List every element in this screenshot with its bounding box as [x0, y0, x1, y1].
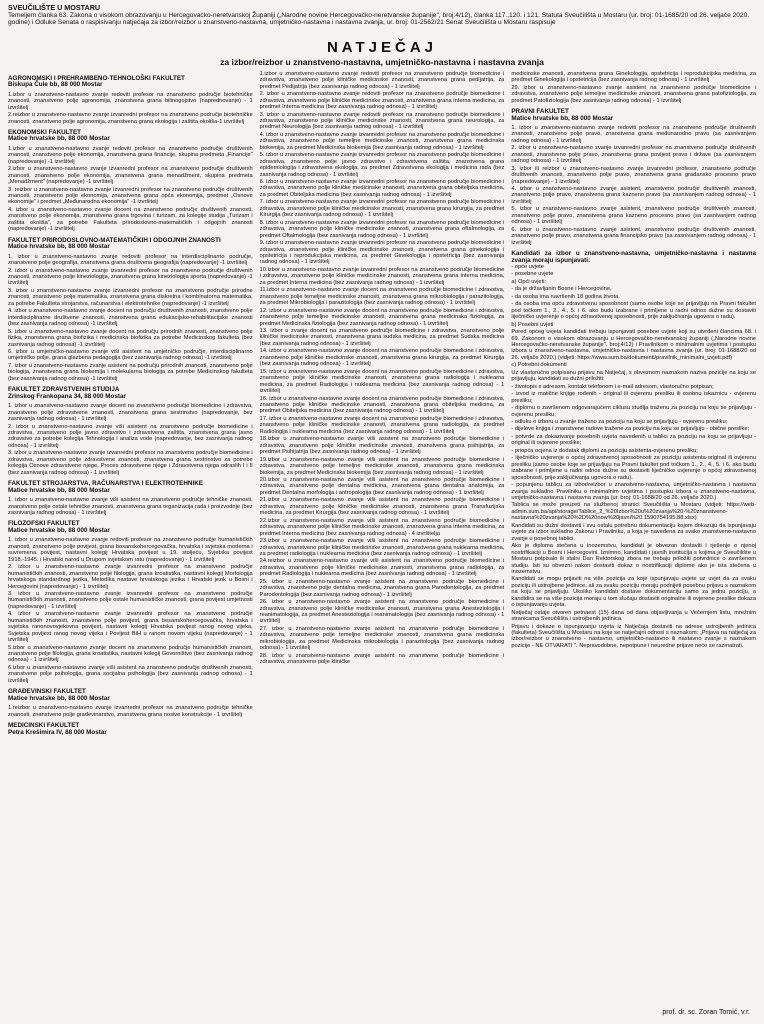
section-title: FAKULTET STROJARSTVA, RAČUNARSTVA I ELEKTROTEHNIKE — [8, 480, 203, 488]
list-item: - priopća ocjena iz dodatak diplomi za poziciju asistenta-ovjerenu presliku; — [511, 447, 698, 454]
list-item: 2.reizbor u znanstveno-nastavno zvanje izvanredni profesor na znanstveno područje biotehničke znanosti, znanstveno polje agronomija, znanstvena grana ekologija i zaštita okoliša-1 izvršitelj — [8, 112, 253, 125]
list-item: - posebne uvjete — [511, 271, 554, 278]
list-item: 25. izbor u znanstveno-nastavno zvanje asistent na znanstveno područje biomedicine i zdravstva, znanstveno polje dentalna medicina, znanstvena grana Parodontologija, za predmet Parodontologija (bez zasnivanja radnog odnosa) - 1 izvršitelj — [259, 578, 505, 598]
list-item: 3. izbor u znanstveno-nastavno zvanje redoviti profesor na znanstveno područje biomedicine i zdravstva, znanstveno polje kliničke medicinske znanosti, znanstvena grana neurologija, za predmet Neurologija (bez zasnivanja radnog odnosa) - 1 izvršitelj — [259, 111, 505, 131]
list-item: 23.izbor u znanstveno-nastavno zvanje viši asistent na znanstveno područje biomedicine i zdravstva, znanstveno polje kliničke medicinske znanosti, znanstvena grana nuklearna medicina, za predmet radiologija i nuklearna medicina (bez zasnivanja radnog odnosa) - 1 izvršitelj — [259, 538, 505, 557]
list-item: Uz vlastoručno potpisanu prijavu na Natječaj, s obveznom naznakom naziva pozicije na koju se prijavljuju, kandidati su dužni priložiti: — [511, 369, 756, 383]
list-item: 2. izbor u znanstveno-nastavno zvanje redoviti profesor na znanstveno područje biomedicine i zdravstva, znanstveno polje kliničke medicinske znanosti, znanstvena grana interna medicina, za predmet Interna medicina (bez zasnivanja radnog odnosa) - 1 izvršitelj — [259, 91, 505, 111]
list-item: 4. izbor u znanstveno-nastavno zvanje izvanredni profesor na znanstveno područje biomedicine i zdravstva, znanstveno polje temeljne medicinske znanosti, znanstvena grana medicinska biokemija, za predmet Medicinska biokemija (bez zasnivanja radnog odnosa) - 1 izvršitelj — [259, 131, 505, 151]
section-address: Zrinskog Frankopana 34, 88 000 Mostar — [8, 392, 126, 400]
list-item: - da je državljanin Bosne i Hercegovine, — [511, 286, 612, 293]
section-title: FAKULTET ZDRAVSTVENIH STUDIJA — [8, 386, 120, 394]
list-item: 5. izbor u znanstveno-nastavno zvanje asistent, znanstveno područje društvenih znanosti, znanstveno polje pravo, znanstvena grana kazneno procesno pravo (sa zasnivanjem radnog odnosa) - 1 izvršitelj — [511, 206, 756, 226]
organization-name: SVEUČILIŠTE U MOSTARU — [8, 3, 101, 12]
list-item: 14. izbor u znanstveno-nastavno zvanje docent na znanstveno područje biomedicine i zdravstva, znanstveno polje kliničke medicinske znanosti, znanstvena grana kirurgija, za predmet Kirurgija (bez zasnivanja radnog odnosa) - 1 izvršitelj — [259, 348, 505, 368]
list-item: Kandidati se mogu prijaviti na više pozicija za koje ispunjavaju uvjete uz uvjet da za svaku poziciju ili ustrojbene jedinice, ali za svaku poziciju moraju podnijeti posebnu prijavu s naznakom na koju se prijavljuju. Ukoliko kandidati dostave dokumentaciju samo za jednu poziciju, a kandidira se na više pozicija moraju u tom slučaju dostaviti originalne ili ovjerene preslike dokaza o ispunjavanju uvjeta. — [511, 576, 756, 609]
list-item: - popunjenu tablicu za izbor/reizbor u znanstveno-nastavna, umjetničko-nastavna i nastavna zvanja sukladno Pravilniku o minimalnim uvjetima i postupku izbora u znanstveno-nastavna, umjetničko-nastavna i nastavna zvanja (ur. broj: 01-1688/20 od 26. veljače 2020.) — [511, 482, 756, 501]
column-1 — [8, 71, 253, 991]
list-item: - diplomu o završenom odgovarajućem ciklusu studija traženu za poziciju na koju se prijavljuju - ovjerenu presliku; — [511, 405, 756, 418]
list-item: 6. izbor u znanstveno-nastavno zvanje asistent, znanstveno područje društvenih znanosti, znanstveno polje pravo, znanstvena grana financijsko pravo (sa zasnivanjem radnog odnosa) - 1 izvršitelj — [511, 226, 756, 246]
list-item: Prijavu i dokaze o ispunjavanju uvjeta iz Natječaja dostaviti na adrese ustrojbenih jedinica (fakulteta) Sveučilišta u Mostaru na koje se natječajni odnosi s naznakom: „Prijava na natječaj za izbor/reizbor u znanstveno - nastavno, umjetničko-nastavno ili nastavno zvanje s naznakom pozicije - NE OTVARATI ". Nepravodobne, nepotpune i neuredne prijave neće se razmatrati. — [511, 623, 756, 649]
list-item: 3. izbor ili reizbor u znanstveno-nastavno zvanje izvanredni profesor, znanstveno područje društvenih znanosti, znanstveno polje pravo, znanstvena grana građansko procesno pravo (napredovanje) - 1 izvršitelj — [511, 165, 756, 185]
list-item: 19.izbor u znanstveno-nastavno zvanje viši asistent na znanstveno područje biomedicine i zdravstva, znanstveno polje temeljne medicinske znanosti, znanstvena grana medicinska biokemija, za predmet Medicinska biokemija (bez zasnivanja radnog odnosa) - 1 izvršitelj — [259, 456, 505, 476]
list-item: 21.izbor u znanstveno-nastavno zvanje viši asistent na znanstveno područje biomedicine i zdravstva, znanstveno polje kliničke medicinske znanosti, znanstvena grana Transfuzijska medicina, za predmet Kirurgija (bez zasnivanja radnog odnosa) - 1 izvršitelj — [259, 497, 505, 517]
list-item: 5. izbor u znanstveno-nastavno zvanje izvanredni profesor na znanstveno područje biomedicine i zdravstva, znanstveno polje javno zdravstvo i zdravstvena zaštita, znanstvena grana epidemiologija i zdravstvena ekologija, za predmet Zdravstvena ekologija i medicina rada (bez zasnivanja radnog odnosa) - 1 izvršitelj — [259, 152, 505, 178]
section-title: GRAĐEVINSKI FAKULTET — [8, 688, 86, 696]
columns — [8, 71, 756, 991]
list-item: - odluku o izboru u zvanje traženo za poziciju na koju se prijavljuju - ovjerenu presliku; — [511, 418, 728, 425]
list-item: 20.izbor u znanstveno-nastavno zvanje viši asistent na znanstveno područje biomedicine i zdravstva, znanstveno polje dentalna medicina, znanstvena grana dentalna anatomija, za predmet Dentalna morfologija i antropologija (bez zasnivanja radnog odnosa) - 1 izvršitelj — [259, 476, 505, 496]
section-address: Biskupa Čule bb, 88 000 Mostar — [8, 81, 103, 89]
list-item: 15. izbor u znanstveno-nastavno zvanje docent na znanstveno područje biomedicine i zdravstva, znanstveno polje kliničke medicinske znanosti, znanstvena grana radiologija i nuklearna medicina, za predmet Radiologija i nuklearna medicina (bez zasnivanja radnog odnosa) - 1 izvršitelj — [259, 368, 505, 395]
page-title: NATJEČAJ — [326, 38, 438, 56]
list-item: 6. izbor u umjetničko-nastavno zvanje viši asistent na umjetničko područje, interdisciplinarno umjetničko polje, grana glazbena pedagogija (bez zasnivanja radnog odnosa) -1 izvršitelj — [8, 349, 253, 362]
section-title: EKONOMSKI FAKULTET — [8, 128, 81, 136]
section-title: AGRONOMSKI I PREHRAMBENO-TEHNOLOŠKI FAKULTET — [8, 74, 185, 82]
list-item: - liječničko uvjerenje o općoj zdravstvenoj sposobnosti za poziciju asistenta-original ili ovjerenu presliku (samo osobe koje se prijavljuju na Pravni fakultet pod točkom 1., 2., 4., 5. i 6. ako budu izabrane i primljene u radni odnos dužne su dostaviti liječničko uvjerenje o općoj zdravstvenoj sposobnosti, prije zaključivanja ugovora o radu). — [511, 455, 756, 481]
list-item: 6.izbor u znanstveno-nastavno zvanje viši asistent na znanstveno područje društvenih znanosti, znanstveno polje psihologija, grana socijalna psihologija (bez zasnivanja radnog odnosa) - 1 izvršitelj — [8, 664, 253, 684]
column-3 — [511, 71, 756, 991]
list-item: b) Posebni uvjeti — [511, 321, 554, 328]
list-item: Kandidati su dužni dostaviti i svu ostalu potrebnu dokumentaciju kojom dokazuju da ispunjavaju uvjete za izbor sukladno Zakonu i Pravilniku, a koja je navedena za svako znanstveno-nastavno zvanje u posebnoj tablici. — [511, 522, 756, 542]
list-item: 4. izbor u znanstveno-nastavno zvanje asistent, znanstveno područje društvenih znanosti, znanstveno polje pravo, znanstvena grana kazneno pravo (sa zasnivanjem radnog odnosa) - 1 izvršitelj — [511, 186, 756, 205]
list-item: 27. izbor u znanstveno-nastavno zvanje asistent na znanstveno područje biomedicine i zdravstva, znanstveno polje temeljne medicinske znanosti, znanstvena grana medicinska mikrobiologija, za predmet Medicinska mikrobiologija i parazitologija (bez zasnivanja radnog odnosa) - 1 izvršitelj — [259, 625, 505, 652]
list-item: 4. izbor u znanstveno-nastavno zvanje docent na znanstveno područje društvenih znanosti, znanstveno polje ekonomija, znanstvena grana trgovina i turizam, za kolegije studija „Turizam i zaštita okoliša", za potrebe Fakulteta prirodoslovno-matematičkih i odgojnih znanosti (napredovanje) -1 izvršitelj — [8, 206, 253, 233]
list-item: 3. izbor u znanstveno-nastavno zvanje izvanredni profesor na znanstveno područje biomedicine i zdravstva, znanstveno polje zdravstvene znanosti, znanstvena grana sestrinstvo za potrebe kolegija Osnove zdravstvene njege, Proces zdravstvene njege i Zdravstvena njega odraslih I i II (bez zasnivanja radnog odnosa) - 1 izvršitelj — [8, 450, 253, 476]
list-item: 1. izbor u znanstveno-nastavno zvanje redoviti profesor na znanstveno područje humanističkih znanosti, znanstveno polje povijest, grana bosanskohercegovačka, hrvatska i svjetska moderna i suvremena povijest, nastavni kolegij Hrvatska povijest u 19. stoljeću, Svjetska povijest 1918.-1945. i Hrvatski narod u Drugom svjetskom ratu (napredovanje) - 1 izvršitelj — [8, 537, 253, 563]
list-item: 7. izbor u znanstveno-nastavno zvanje asistent na području prirodnih znanosti, znanstveno polje biologija, znanstvena grana biokemija i molekularna biologija za potrebe Medicinskog fakulteta (bez zasnivanja radnog odnosa) -1 izvršitelj — [8, 362, 253, 382]
list-item: 3. izbor u znanstveno-nastavno zvanje izvanredni profesor na znanstveno područje prirodne znanosti, znanstveno polje matematika, znanstvena grana diskretna i kombinatorna matematika, za potrebe Fakulteta strojarstva, računarstva i elektrotehnike (napredovanje) -1 izvršitelj — [8, 287, 253, 307]
section-address: Matice hrvatske bb, 88 000 Mostar — [8, 694, 110, 702]
list-item: 17. izbor u znanstveno-nastavno zvanje docent na znanstveno područje biomedicine i zdravstva, znanstveno polje kliničke medicinske znanosti, znanstvena grana radiologija, za predmet Radiologija i nuklearna medicina (bez zasnivanja radnog odnosa) - 1 izvršitelj — [259, 415, 505, 435]
list-item: 28. izbor u znanstveno-nastavno zvanje asistent na znanstveno područje biomedicine i zdravstva, znanstveno polje kliničke — [259, 652, 505, 666]
list-item: 3. izbor u znanstveno-nastavno zvanje izvanredni profesor na znanstveno područje humanističkih znanosti, znanstveno polje ostale humanističke znanosti, grana povijest umjetnosti (napredovanje) - 1 izvršitelj — [8, 590, 253, 610]
section-address: Matice hrvatske bb, 88 000 Mostar — [8, 243, 110, 251]
list-item: 22.izbor u znanstveno-nastavno zvanje viši asistent na znanstveno područje biomedicine i zdravstva, znanstveno polje kliničke medicinske znanosti, znanstvena grana interna medicina, za predmet Interna medicina (bez zasnivanja radnog odnosa) - 4 izvršitelja — [259, 517, 505, 537]
section-title: MEDICINSKI FAKULTET — [8, 722, 80, 730]
list-item: 2. izbor u znanstveno-nastavno zvanje izvanredni profesor na znanstveno područje humanističkih znanosti, znanstveno polje filologija, grana kroatistika, nastavni kolegij Morfologija hrvatskoga standardnog jezika, Metodika nastave hrvatskoga jezika i Hrvatski jezik u Bosni i Hercegovini (napredovanje) - 1 izvršitelj — [8, 564, 253, 590]
list-item: 13. izbor u zvanje docent na znanstveno područje biomedicine i zdravstva, znanstveno polje kliničke medicinske znanosti, znanstvena grana sudska medicina, za predmet Sudska medicina (bez zasnivanja radnog odnosa) - 1 izvršitelj — [259, 328, 505, 347]
list-item: - životopis s adresom, kontakt telefonom i e-mail adresom, vlastoručno potpisan; — [511, 383, 714, 390]
header — [8, 4, 756, 27]
list-item: medicinske znanosti, znanstvena grana Ginekologija, opstetricija i reprodukcijska medicina, za predmet Ginekologija i opstetricija (bez zasnivanja radnog odnosa) - 1 izvršitelj — [511, 70, 756, 84]
list-item: 5.izbor u znanstveno-nastavno zvanje docent na znanstveno područje humanističkih znanosti, znanstveno polje filologija, grana kroatistika, nastavni kolegij Govorništvo (bez zasnivanja radnog odnosa) - 1 izvršitelj — [8, 644, 253, 664]
list-item: 1. izbor u znanstveno-nastavno zvanje redoviti profesor na interdisciplinarno područje, znanstveno polje geografija, znanstvena grana društvena geografija (napredovanje) -1 izvršitelj — [8, 253, 253, 267]
list-item: 10.izbor u znanstveno-nastavno zvanje izvanredni profesor na znanstveno područje biomedicine i zdravstva, znanstveno polje kliničke medicinske znanosti, znanstvena grana interna medicina, za predmet Interna medicina (bez zasnivanja radnog odnosa) - 1 izvršitelj — [259, 266, 505, 286]
list-item: 2. izbor u znanstveno-nastavno zvanje izvanredni profesor na znanstveno područje društvenih znanosti, znanstveno polje pravo, znanstvena grana povijest prava i države (sa zasnivanjem radnog odnosa) - 1 izvršitelj — [511, 145, 756, 165]
list-item: 5. izbor u znanstveno-nastavno zvanje docent na području prirodnih znanosti, znanstveno polje fizika, znanstvena grana biofizika i medicinska biofizika za potrebe Medicinskog fakulteta (bez zasnivanja radnog odnosa) -1 izvršitelj — [8, 328, 253, 348]
section-title: FILOZOFSKI FAKULTET — [8, 520, 80, 528]
list-item: 8. izbor u znanstveno-nastavno zvanje izvanredni profesor na znanstveno područje biomedicine i zdravstva, znanstveno polje kliničke medicinske znanosti, znanstvena grana oftalmologija, za predmet Oftalmologija (bez zasnivanja radnog odnosa) - 1 izvršitelj — [259, 219, 505, 239]
header-intro: Temeljem članka 63. Zakona o visokom obrazovanju u Hercegovačko-neretvanskoj Županiji („Narodne novine Hercegovačko-neretvanske županije", broj:4/12), članka 117.,120. i 121. Statuta Sveučilišta u Mostaru (ur. broj: 01-1685/20 od 26. veljače 2020. godine) i Odluke Senata o raspisivanju natječaja za izbor/reizbor u znanstveno-nastavna, umjetničko-nastavna i nastavna zvanja, ur. broj: 01-2562/21 Senat Sveučilišta u Mostaru raspisuje — [8, 11, 750, 27]
list-item: 3. reizbor u znanstveno-nastavno zvanje izvanredni profesor na znanstveno područje društvenih znanosti, znanstveno polje ekonomija, znanstvena grana opća ekonomija, predmet „Osnove ekonomije" i predmet „Međunarodna ekonomija" -1 izvršitelj — [8, 186, 253, 206]
list-item: 11.izbor u znanstveno-nastavno zvanje docent na znanstveno područje biomedicine i zdravstva, znanstveno polje temeljne medicinske znanosti, znanstvena grana mikrobiologija i parazitologija, za predmet Mikrobiologija i parazitologija (bez zasnivanja radnog odnosa) - 1 izvršitelj — [259, 287, 505, 307]
list-item: 1. izbor u znanstveno-nastavno zvanje docent na znanstveno područje biomedicine i zdravstva, znanstveno polje zdravstvene znanosti, znanstvena grana sestrinstvo (napredovanje, bez zasnivanja radnog odnosa) - 1 izvršitelj — [8, 403, 253, 423]
list-item: - potvrde za dokazivanje posebnih uvjeta navedenih u tablici za poziciju na koju se prijavljuju - original ili ovjerene preslike; — [511, 433, 756, 447]
list-item: 2. izbor u znanstveno-nastavno zvanje viši asistent na znanstveno područje biomedicine i zdravstva, znanstveno polje javno zdravstvo i zdravstvena zaštita, znanstvena grana javno zdravstvo za potrebe kolegija Tehnologija i analiza vode (napredovanje, bez zasnivanja radnog odnosa) - 1 izvršitelj — [8, 423, 253, 449]
list-item: 1. izbor u znanstveno-nastavno zvanje redoviti profesor na znanstveno područje društvenih znanosti, znanstveno polje pravo, znanstvena grana međunarodno pravo (sa zasnivanjem radnog odnosa) - 1 izvršitelj — [511, 124, 756, 144]
section-address: Matice hrvatske bb, 88 000 Mostar — [511, 114, 614, 122]
section-address: Matice hrvatske bb, 88 000 Mostar — [8, 526, 110, 534]
list-item: 4. izbor u znanstveno-nastavno zvanje docent na području društvenih znanosti, znanstveno polje interdisciplinarne društvene znanosti, znanstvena grana edukacijsko-rehabilitacijske znanosti (bez zasnivanja radnog odnosa) -1 izvršitelj — [8, 308, 253, 328]
list-item: 9. izbor u znanstveno-nastavno zvanje izvanredni profesor na znanstveno područje biomedicine i zdravstva, znanstveno polje kliničke medicinske znanosti, znanstvena grana ginekologija i opstetricija i reprodukcijska medicina, za predmet Ginekologija i opstetricija (bez zasnivanja radnog odnosa) - 1 izvršitelj — [259, 240, 505, 266]
list-item: 29. izbor u znanstveno-nastavno zvanje asistent na znanstveno područje biomedicine i zdravstva, znanstveno polje temeljne medicinske znanosti, znanstvena grana patofiziologija, za predmet Patofiziologija (bez zasnivanja radnog odnosa) - 1 izvršitelj — [511, 84, 756, 104]
list-item: a) Opći uvjeti: — [511, 278, 547, 285]
list-item: 18.izbor u znanstveno-nastavno zvanje viši asistent na znanstveno područje biomedicine i zdravstva, znanstveno polje kliničke medicinske znanosti, znanstvena grana psihijatrija, za predmet Psihijatrija (bez zasnivanja radnog odnosa) - 1 izvršitelj — [259, 436, 505, 456]
list-item: Tablica se može preuzeti na službenoj stranici Sveučilišta u Mostaru (vidjeti: https://web-admin.sum.ba/api/storage/Tablice_2_%20Izbor%20u%20zvanja%20-%20znanstveno-nastavna%20zvanja%20%2D%20now%20javni%20.1590754195.88.xlsx) — [511, 502, 756, 522]
list-item: 4. izbor u znanstveno-nastavno zvanje izvanredni profesor na znanstveno područje humanističkih znanosti, znanstveno polje povijest, grana bosanskohercegovačka, hrvatska i svjetska ranonovovjekovna povijest, nastavni kolegij Hrvatska povijest ranog novog vijeka, Svjetska povijest ranog novog vijeka i Povijest BiH u ranom novom vijeku (napredovanje) - 1 izvršitelj — [8, 611, 253, 644]
list-item: 2.izbor u znanstveno-nastavno zvanje izvanredni profesor na znanstveno područje društvenih znanosti, znanstveno polje ekonomija, znanstvena grana menadžment, skupina predmeta „Menadžment" (napredovanje) -1 izvršitelj — [8, 166, 253, 186]
list-item: Natječaj ostaje otvoren petnaest (15) dana od dana objavljivanja u Večernjem listu, mrežnim stranicama Sveučilišta i ustrojbenih jedinica. — [511, 609, 756, 623]
list-item: 1.izbor u znanstveno-nastavno zvanje redoviti profesor na znanstveno područje biomedicine i zdravstva, znanstveno polje kliničke medicinske znanosti, znanstvena grana pedijatrija, za predmet Pedijatrija (bez zasnivanja radnog odnosa) - 1 izvršitelj — [259, 70, 505, 90]
signature: prof. dr. sc. Zoran Tomić, v.r. — [662, 1009, 750, 1016]
list-item: 1.reizbor u znanstveno-nastavno zvanje izvanredni profesor na znanstveno područje tehničke znanosti, znanstveno polje građevinarstvo, znanstvena grana nosive konstrukcije - 1 izvršitelj — [8, 705, 253, 718]
section-address: Petra Krešimira IV, 88 000 Mostar — [8, 728, 107, 736]
list-item: 2. izbor u znanstveno-nastavno zvanje izvanredni profesor na znanstveno područje društvenih znanosti, znanstveno polje kineziologija, znanstvena grana kineziologija sporta (napredovanje) -1 izvršitelj — [8, 267, 253, 287]
section-title: PRAVNI FAKULTET — [511, 108, 569, 116]
list-item: 1. izbor u znanstveno-nastavno zvanje viši asistent na znanstveno područje tehničke znanosti, znanstveno polje ostale tehničke znanosti, znanstvena grana organizacija rada i proizvodnje (bez zasnivanja radnog odnosa) - 1 izvršitelj — [8, 497, 253, 516]
list-item: 7. izbor u znanstveno-nastavno zvanje izvanredni profesor na znanstveno područje biomedicine i zdravstva, znanstveno polje kliničke medicinske znanosti, znanstvena grana kirurgija, za predmet Kirurgija (bez zasnivanja radnog odnosa) - 1 izvršitelj — [259, 199, 505, 219]
list-item: - izvod iz matične knjige rođenih - original ili ovjerenu presliku ili osobnu iskaznicu - ovjerenu presliku; — [511, 391, 756, 404]
list-item: 1.izbor u znanstveno-nastavno zvanje redoviti profesor na znanstveno područje biotehničke znanosti, znanstveno polje agronomija, znanstvena grana bilinogojstvo (naprednovanje) - 1 izvršitelj — [8, 91, 253, 111]
page-subtitle: za izbor/reizbor u znanstveno-nastavna, umjetničko-nastavna i nastavna zvanja — [220, 56, 544, 67]
list-item: - opće uvjete — [511, 264, 544, 271]
list-item: 12. izbor u znanstveno-nastavno zvanje docent na znanstveno područje biomedicine i zdravstva, znanstveno polje temeljne medicinske znanosti, znanstvena grana medicinska fiziologija, za predmet Medicinska fiziologija (bez zasnivanja radnog odnosa) - 1 izvršitelj — [259, 307, 505, 327]
list-item: 26. izbor u znanstveno-nastavno zvanje asistent na znanstveno područje biomedicine i zdravstva, znanstveno polje kliničke medicinske znanosti, znanstvena grana Anesteziologija i reanimatologija, za predmet Anesteziologija i reanimatologija (bez zasnivanja radnog odnosa) - 1 izvršitelj — [259, 599, 505, 625]
list-item: - dijelove knjiga i znanstvene radove tražene za poziciju na koju se prijavljuju - obične preslike; — [511, 426, 750, 433]
list-item: c) Potrebni dokumenti — [511, 362, 567, 369]
section-address: Matice hrvatske bb, 88 000 Mostar — [8, 135, 110, 143]
section-title: FAKULTET PRIRODOSLOVNO-MATEMATIČKIH I ODGOJNIH ZNANOSTI — [8, 236, 221, 244]
list-item: 6. izbor u znanstveno-nastavno zvanje izvanredni profesor na znanstveno područje biomedicine i zdravstva, znanstveno polje kliničke medicinske znanosti, znanstvena grana obiteljska medicina, za predmet Obiteljska medicina (bez zasnivanja radnog odnosa) - 1 izvršitelj — [259, 179, 505, 198]
list-item: 24.reizbor u znanstveno-nastavno zvanje viši asistent na znanstveno područje biomedicine i zdravstva, znanstveno polje kliničke medicinske znanosti, znanstvena grana radiologija, za predmet Radiologija i nuklearna medicina (bez zasnivanja radnog odnosa) - 1 izvršitelj — [259, 558, 505, 578]
list-item: - da osoba ima opću zdravstvenu sposobnost (samo osobe koje se prijavljuju na Pravni fakultet pod točkom 1., 2., 4., 5. i 6. ako budu izabrane i primljene u radni odnos dužne su dostaviti liječničko uvjerenje o općoj zdravstvenoj sposobnosti, prije zaključivanja ugovora o radu). — [511, 301, 756, 321]
list-item: 16. izbor u znanstveno-nastavno zvanje docent na znanstveno područje biomedicine i zdravstva, znanstveno polje kliničke medicinske znanosti, znanstvena grana obiteljska medicina, za predmet Obiteljska medicina (bez zasnivanja radnog odnosa) - 1 izvršitelj — [259, 395, 505, 415]
conditions-heading: Kandidati za izbor u znanstveno-nastavna, umjetničko-nastavna i nastavna zvanja moraju ispunjavati: — [511, 250, 756, 264]
column-2 — [260, 71, 505, 991]
list-item: 1.izbor u znanstveno-nastavno zvanje redoviti profesor na znanstveno područje društvenih znanosti, znanstveno polje ekonomija, znanstvena grana financije, skupina predmeta „Financije" (napredovanje) -1 izvršitelj — [8, 145, 253, 165]
section-address: Matice hrvatske bb, 88 000 Mostar — [8, 486, 110, 494]
list-item: Ako je diploma stečena u inozemstvu, kandidati je obvezan dostaviti i rješenje o njenoj nostrifikaciji u Bosni i Hercegovini. Iznimno, kandidati i javnih institucija s kojima je Sveučilište u Mostaru potpisalo ili stalni Dan Rektorskog zbora ne trebaju priložiti potvrdnice o završenom studiju. Isti su obvezni nakon dostaviti dokaz o nostrifikaciji diplome ako je ista stečena u inozemstvu. — [511, 543, 756, 575]
list-item: Pored općeg uvjeta kandidati trebaju ispunjavati posebne uvjete koji su utvrđeni člancima 68. i 69. Zakonom o visokom obrazovanju u Hercegovačko-neretvanskoj županiji („Narodne novine Hercegovačko-neretvanske županije", broj:4/12) i Pravilnikom o minimalnim uvjetima i postupku izbora u znanstveno-nastavna, umjetničko-nastavna i nastavna zvanja (ur. broj: 01-1688/20 od 26. veljače 2020.) (vidjeti: https://www.sum.ba/dokumenti/pravilnik_minimalni_uvjeti.pdf) — [511, 329, 756, 361]
list-item: - da osoba ima navršenih 18 godina života. — [511, 293, 620, 300]
